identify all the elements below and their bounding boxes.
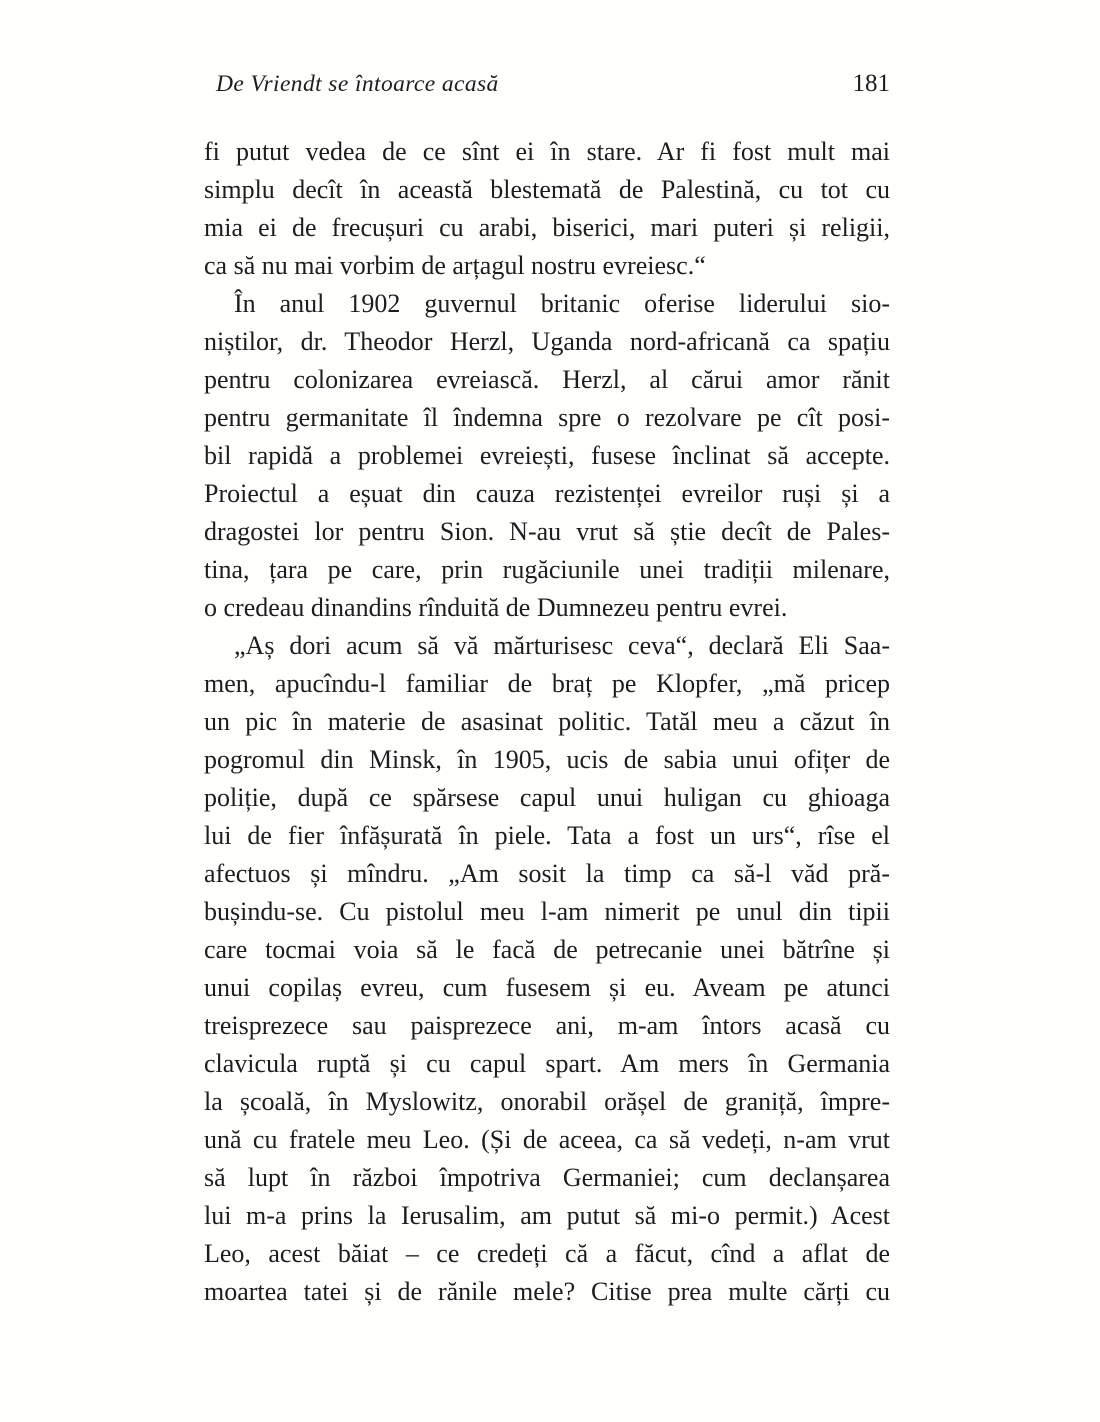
text-line: moartea tatei și de rănile mele? Citise prea multe cărți cu [204,1277,890,1306]
text-line: la școală, în Myslowitz, onorabil orășel de graniță, împre- [204,1087,890,1116]
text-line: Proiectul a eșuat din cauza rezistenței evreilor ruși și a [204,479,890,508]
text-line: care tocmai voia să le facă de petrecanie unei bătrîne și [204,935,890,964]
text-line: ună cu fratele meu Leo. (Și de aceea, ca să vedeți, n-am vrut [204,1125,890,1154]
text-line: clavicula ruptă și cu capul spart. Am mers în Germania [204,1049,890,1078]
text-line: o credeau dinandins rînduită de Dumnezeu pentru evrei. [204,593,788,622]
page-header [204,70,890,98]
text-line: men, apucîndu-l familiar de braț pe Klopfer, „mă pricep [204,669,890,698]
text-line: afectuos și mîndru. „Am sosit la timp ca să-l văd pră- [204,859,890,888]
text-line: treisprezece sau paisprezece ani, m-am întors acasă cu [204,1011,890,1040]
text-line: tina, țara pe care, prin rugăciunile unei tradiții milenare, [204,555,890,584]
text-line: pogromul din Minsk, în 1905, ucis de sabia unui ofițer de [204,745,890,774]
text-line: ca să nu mai vorbim de arțagul nostru evreiesc.“ [204,251,706,280]
text-block [204,133,890,1311]
text-line: pentru germanitate îl îndemna spre o rezolvare pe cît posi- [204,403,890,432]
text-line: mia ei de frecușuri cu arabi, biserici, mari puteri și religii, [204,213,890,242]
text-line: simplu decît în această blestemată de Palestină, cu tot cu [204,175,890,204]
text-line: dragostei lor pentru Sion. N-au vrut să știe decît de Pales- [204,517,890,546]
page-number: 181 [852,70,890,97]
text-line: În anul 1902 guvernul britanic oferise liderului sio- [234,289,890,318]
text-line: Leo, acest băiat – ce credeți că a făcut, cînd a aflat de [204,1239,890,1268]
text-line: pentru colonizarea evreiască. Herzl, al cărui amor rănit [204,365,890,394]
text-line: „Aș dori acum să vă mărturisesc ceva“, declară Eli Saa- [234,631,890,660]
text-line: să lupt în război împotriva Germaniei; cum declanșarea [204,1163,890,1192]
text-line: poliție, după ce spărsese capul unui huligan cu ghioaga [204,783,890,812]
text-line: fi putut vedea de ce sînt ei în stare. Ar fi fost mult mai [204,137,890,166]
text-line: un pic în materie de asasinat politic. Tatăl meu a căzut în [204,707,890,736]
text-line: bil rapidă a problemei evreiești, fusese înclinat să accepte. [204,441,890,470]
text-line: lui m-a prins la Ierusalim, am putut să mi-o permit.) Acest [204,1201,890,1230]
text-line: lui de fier înfășurată în piele. Tata a fost un urs“, rîse el [204,821,890,850]
running-title: De Vriendt se întoarce acasă [216,71,499,97]
text-line: niștilor, dr. Theodor Herzl, Uganda nord-africană ca spațiu [204,327,890,356]
text-line: unui copilaș evreu, cum fusesem și eu. Aveam pe atunci [204,973,890,1002]
text-line: bușindu-se. Cu pistolul meu l-am nimerit pe unul din tipii [204,897,890,926]
